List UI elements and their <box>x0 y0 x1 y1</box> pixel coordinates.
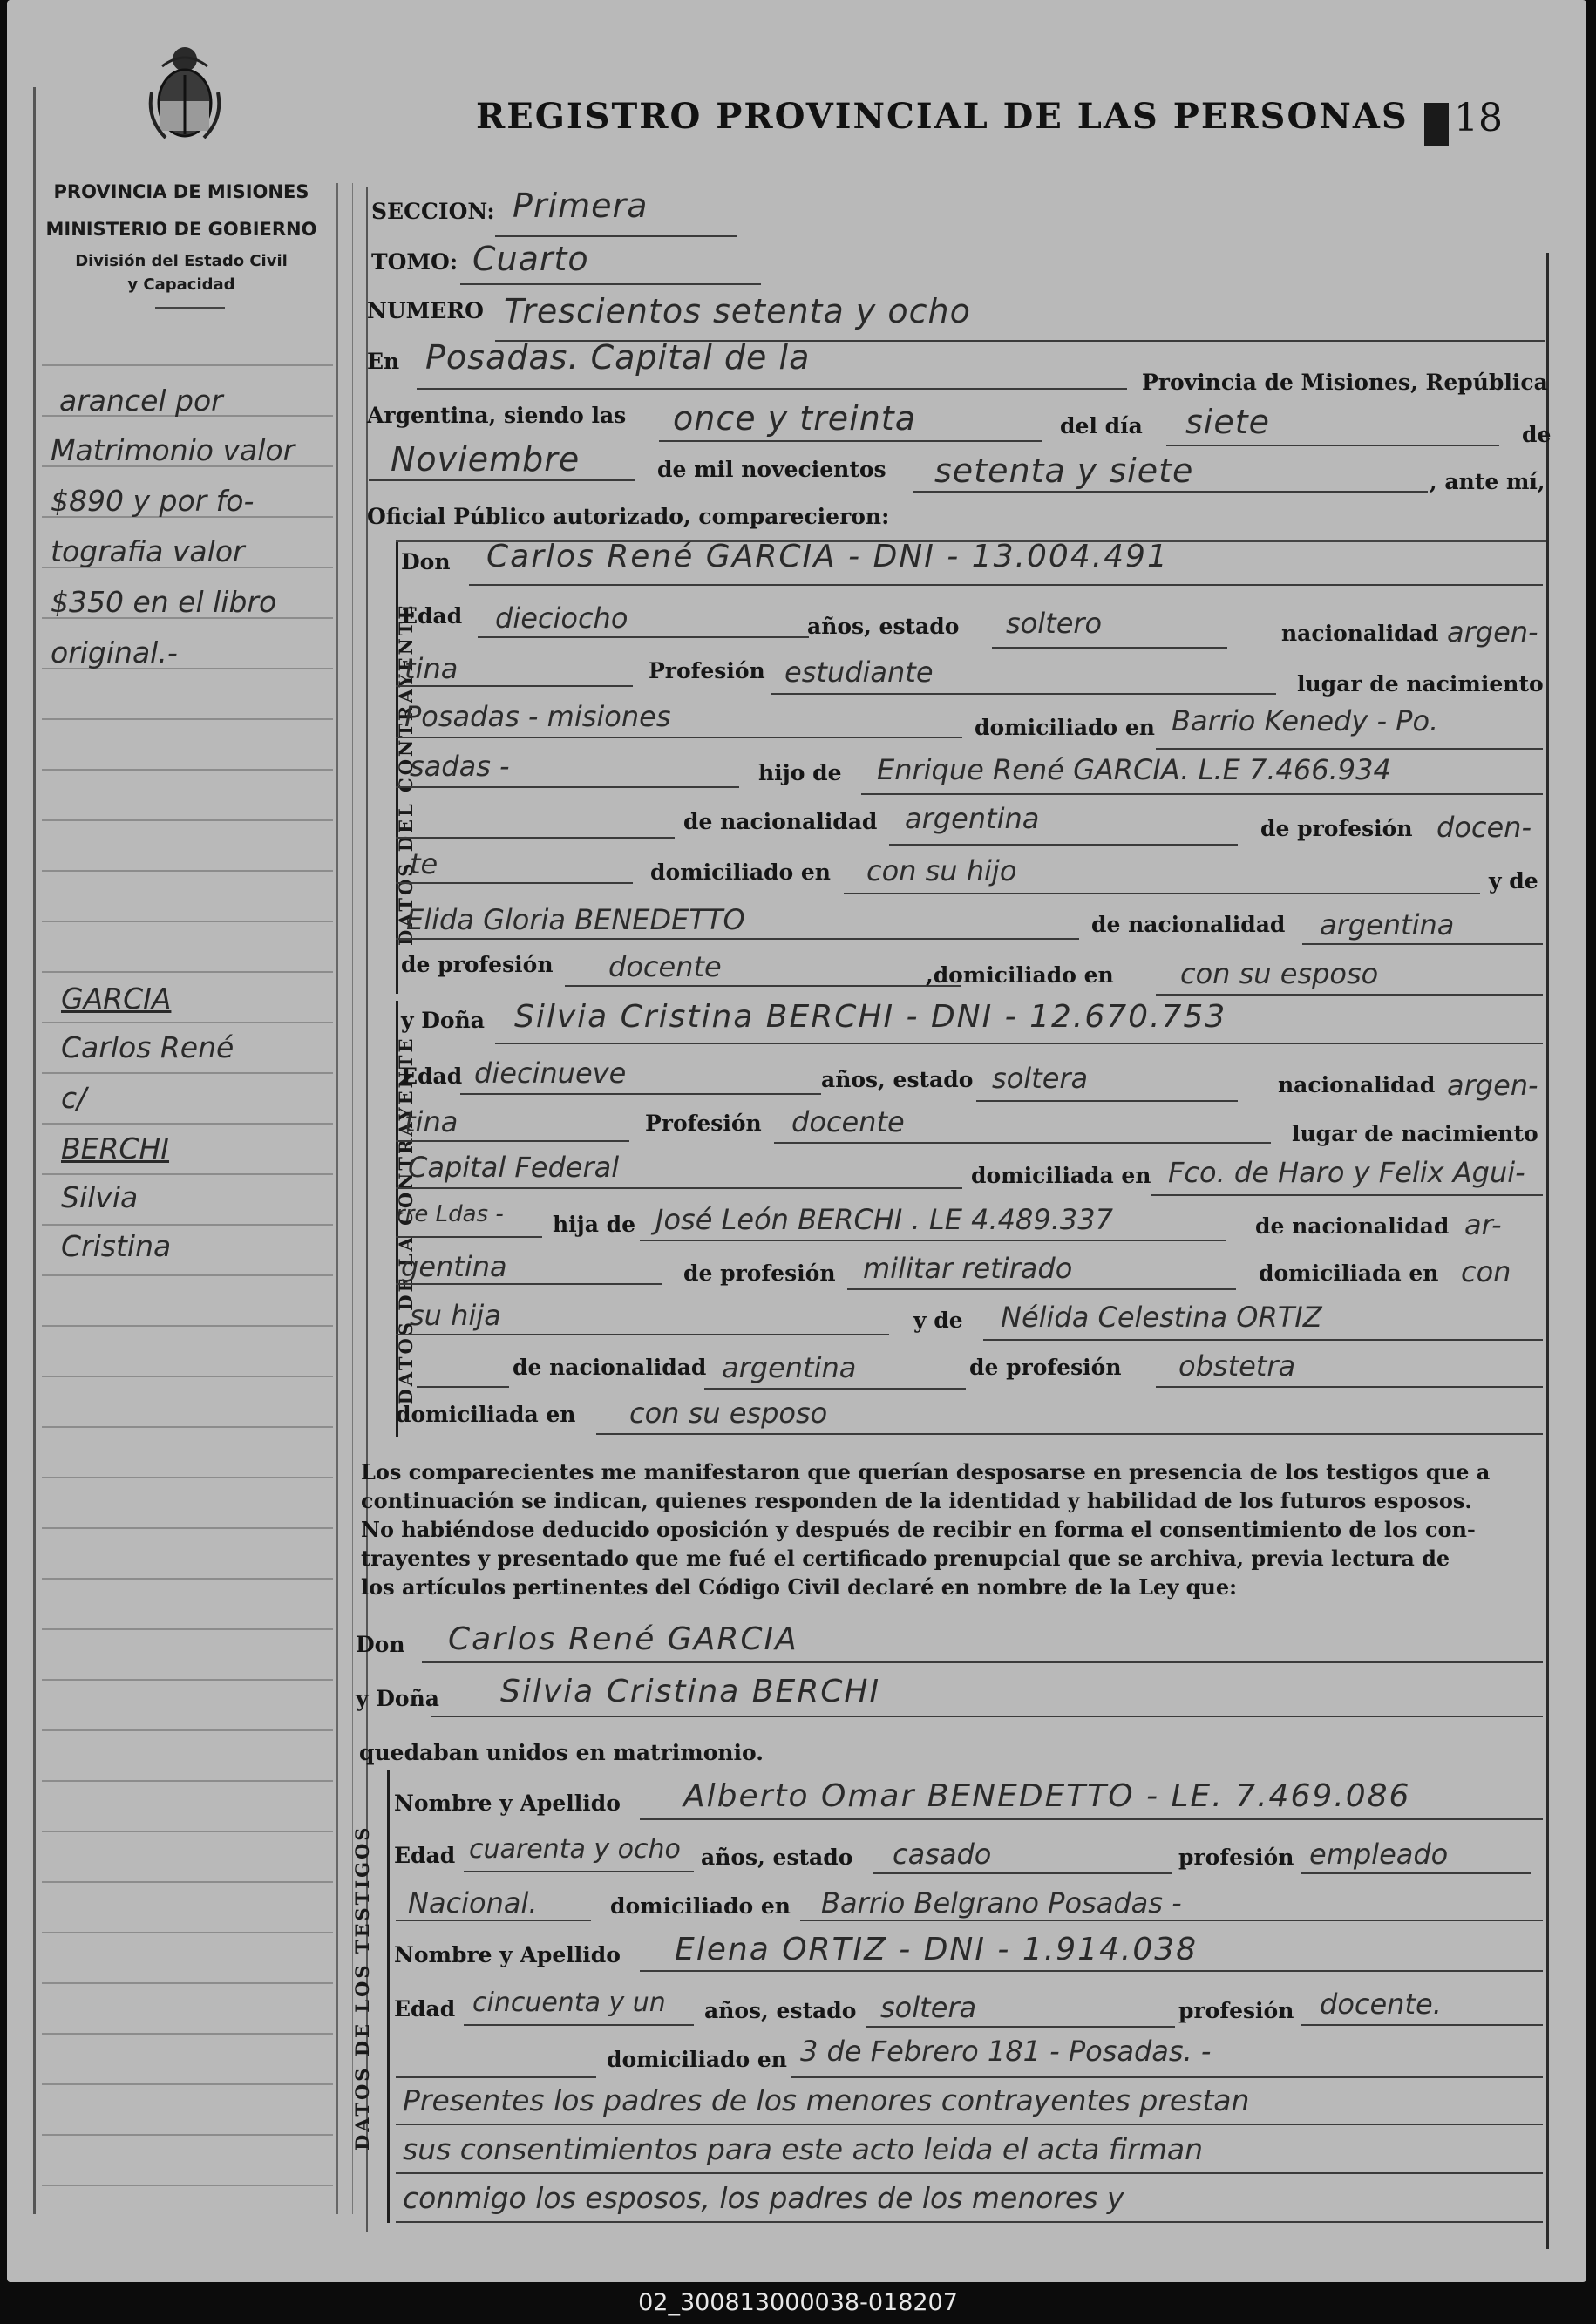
image-id-label: 02_300813000038-018207 <box>638 2289 958 2316</box>
page-title: REGISTRO PROVINCIAL DE LAS PERSONAS <box>476 96 1409 137</box>
margin-rule <box>42 1780 333 1782</box>
contrayente-padre-prof-1: docen- <box>1436 811 1531 844</box>
margin-rule <box>42 1729 333 1731</box>
margin-rule <box>42 1274 333 1276</box>
closing-text-line: sus consentimientos para este acto leida el acta firman <box>403 2132 1204 2166</box>
margin-name-line: BERCHI <box>61 1131 170 1165</box>
seccion-label: SECCION: <box>371 199 495 224</box>
margin-rule <box>42 2083 333 2085</box>
margin-rule <box>42 819 333 821</box>
margin-rule <box>42 1881 333 1883</box>
contrayenta-name: Silvia Cristina BERCHI - DNI - 12.670.753 <box>514 999 1227 1035</box>
declaration-paragraph-line: los artículos pertinentes del Código Civil declaré en nombre de la Ley que: <box>361 1574 1237 1600</box>
edad-label: Edad <box>394 1996 456 2022</box>
contrayente-padre: Enrique René GARCIA. L.E 7.466.934 <box>877 753 1391 786</box>
contrayenta-madre: Nélida Celestina ORTIZ <box>1001 1301 1322 1334</box>
testigo1-domicilio: Barrio Belgrano Posadas - <box>821 1886 1182 1920</box>
margin-rule <box>42 870 333 872</box>
nombre-apellido-label: Nombre y Apellido <box>394 1791 621 1816</box>
contrayente-madre-domicilio: con su esposo <box>1180 957 1379 990</box>
contrayenta-profesion: docente <box>791 1105 905 1138</box>
contrayenta-padre-dom-1: con <box>1461 1255 1511 1288</box>
lugar-nac-label: lugar de nacimiento <box>1292 1121 1538 1146</box>
numero-label: NUMERO <box>367 298 484 323</box>
provincia-label: Provincia de Misiones, República <box>1142 370 1548 395</box>
contrayenta-nac-2: tina <box>404 1105 458 1138</box>
de-nacionalidad-label: de nacionalidad <box>1091 912 1286 937</box>
edad-label: Edad <box>401 603 463 629</box>
dia-value: siete <box>1185 403 1271 441</box>
coat-of-arms-icon <box>145 40 225 145</box>
contrayente-edad: dieciocho <box>495 601 628 635</box>
declared-dona: Silvia Cristina BERCHI <box>500 1674 881 1709</box>
testigo1-profesion: empleado <box>1309 1838 1449 1871</box>
declaration-paragraph-line: No habiéndose deducido oposición y después de recibir en forma el consentimiento de los con- <box>361 1517 1476 1542</box>
margin-name-line: GARCIA <box>61 982 172 1016</box>
domiciliado-label: domiciliado en <box>607 2047 787 2072</box>
margin-name-line: Carlos René <box>61 1030 234 1064</box>
contrayente-name: Carlos René GARCIA - DNI - 13.004.491 <box>486 539 1169 574</box>
margin-rule <box>42 1982 333 1984</box>
margin-rule <box>42 971 333 973</box>
testigo1-nombre: Alberto Omar BENEDETTO - LE. 7.469.086 <box>683 1778 1411 1814</box>
contrayente-madre: Elida Gloria BENEDETTO <box>406 903 745 936</box>
contrayenta-madre-prof: obstetra <box>1178 1349 1296 1383</box>
hija-de-label: hija de <box>553 1212 636 1237</box>
section-label-contrayenta: DATOS DE LA CONTRAYENTE <box>395 1036 417 1405</box>
declaration-paragraph-line: Los comparecientes me manifestaron que querían desposarse en presencia de los testigos que a <box>361 1459 1491 1485</box>
margin-rule <box>42 769 333 771</box>
contrayenta-madre-nac: argentina <box>722 1351 857 1384</box>
contrayente-lugar-nac: Posadas - misiones <box>404 700 671 733</box>
nacionalidad-label: nacionalidad <box>1278 1072 1436 1097</box>
declaration-paragraph-line: continuación se indican, quienes responden de la identidad y habilidad de los futuros esposos. <box>361 1488 1472 1513</box>
contrayenta-padre-dom-2: su hija <box>410 1299 501 1332</box>
margin-rule <box>42 1224 333 1226</box>
margin-name-line: c/ <box>61 1081 87 1115</box>
don-label: Don <box>401 549 451 574</box>
lugar-nac-label: lugar de nacimiento <box>1297 671 1544 697</box>
section-label-testigos: DATOS DE LOS TESTIGOS <box>351 1825 373 2151</box>
domiciliado-label: ,domiciliado en <box>926 962 1114 988</box>
de-nacionalidad-label: de nacionalidad <box>513 1355 707 1380</box>
domiciliada-label: domiciliada en <box>1259 1261 1439 1286</box>
de-mil-label: de mil novecientos <box>657 457 886 482</box>
ministry-label: MINISTERIO DE GOBIERNO <box>45 219 317 240</box>
margin-rule <box>42 1123 333 1125</box>
contrayente-profesion: estudiante <box>784 656 934 689</box>
de-label: de <box>1522 422 1552 447</box>
margin-rule <box>42 1679 333 1681</box>
margin-rule <box>42 1527 333 1529</box>
testigo2-nombre: Elena ORTIZ - DNI - 1.914.038 <box>675 1932 1199 1967</box>
contrayente-estado: soltero <box>1006 607 1103 640</box>
stamp-blot <box>1424 103 1449 146</box>
contrayenta-nac-1: argen- <box>1447 1069 1538 1102</box>
domiciliada-label: domiciliada en <box>971 1163 1151 1188</box>
contrayenta-padre-nac-1: ar- <box>1464 1208 1502 1241</box>
declared-don: Carlos René GARCIA <box>448 1621 798 1657</box>
margin-note-line: arancel por <box>59 384 223 418</box>
don-label: Don <box>356 1632 405 1657</box>
declaration-paragraph-line: trayentes y presentado que me fué el certificado prenupcial que se archiva, previa lectura de <box>361 1546 1450 1571</box>
contrayente-nac-1: argen- <box>1447 615 1538 649</box>
division-label-2: y Capacidad <box>127 275 235 294</box>
margin-rule <box>42 1932 333 1933</box>
anos-estado-label: años, estado <box>704 1998 857 2023</box>
margin-rule <box>42 1628 333 1630</box>
contrayenta-madre-domicilio: con su esposo <box>629 1396 828 1430</box>
margin-rule <box>42 1578 333 1580</box>
profesion-label: profesión <box>1178 1845 1294 1870</box>
del-dia-label: del día <box>1060 413 1143 438</box>
testigo2-edad: cincuenta y un <box>472 1988 666 2018</box>
y-de-label: y de <box>1489 868 1538 894</box>
anos-estado-label: años, estado <box>807 614 960 639</box>
margin-note-line: original.- <box>51 635 178 669</box>
profesion-label: Profesión <box>649 658 765 683</box>
contrayenta-edad: diecinueve <box>474 1057 627 1090</box>
de-profesion-label: de profesión <box>1260 816 1413 841</box>
y-dona-label: y Doña <box>356 1686 439 1711</box>
mes-value: Noviembre <box>391 440 581 479</box>
margin-rule <box>42 364 333 366</box>
tomo-label: TOMO: <box>371 249 458 275</box>
contrayente-nac-2: tina <box>404 652 458 685</box>
y-de-label: y de <box>913 1308 963 1333</box>
margin-note-line: $890 y por fo- <box>51 484 255 518</box>
anos-estado-label: años, estado <box>821 1067 974 1092</box>
numero-value: Trescientos setenta y ocho <box>504 292 971 330</box>
hijo-de-label: hijo de <box>758 760 842 785</box>
edad-label: Edad <box>401 1063 463 1089</box>
de-profesion-label: de profesión <box>683 1261 836 1286</box>
contrayente-madre-prof: docente <box>608 950 722 983</box>
testigo1-edad: cuarenta y ocho <box>469 1834 681 1865</box>
testigo2-domicilio: 3 de Febrero 181 - Posadas. - <box>800 2035 1212 2068</box>
margin-name-line: Silvia <box>61 1180 139 1214</box>
margin-rule <box>42 2134 333 2136</box>
margin-name-line: Cristina <box>61 1229 172 1263</box>
contrayenta-domicilio-1: Fco. de Haro y Felix Agui- <box>1168 1156 1525 1189</box>
contrayente-domicilio-1: Barrio Kenedy - Po. <box>1172 704 1439 737</box>
testigo1-estado: casado <box>893 1838 992 1871</box>
footer-bar <box>0 2282 1596 2324</box>
de-nacionalidad-label: de nacionalidad <box>683 809 878 834</box>
tomo-value: Cuarto <box>472 240 589 278</box>
y-dona-label: y Doña <box>401 1008 485 1033</box>
closing-text-line: Presentes los padres de los menores contrayentes prestan <box>403 2083 1250 2117</box>
margin-rule <box>42 1072 333 1074</box>
domiciliado-label: domiciliado en <box>975 715 1155 740</box>
contrayenta-padre-prof: militar retirado <box>863 1252 1073 1285</box>
margin-rule <box>42 1325 333 1327</box>
margin-note-line: Matrimonio valor <box>51 433 295 467</box>
margin-rule <box>42 1022 333 1023</box>
quedaban-label: quedaban unidos en matrimonio. <box>359 1740 764 1765</box>
de-profesion-label: de profesión <box>401 952 554 977</box>
margin-rule <box>42 718 333 720</box>
domiciliado-label: domiciliado en <box>650 860 831 885</box>
lugar-value: Posadas. Capital de la <box>425 338 811 377</box>
argentina-siendo-label: Argentina, siendo las <box>367 403 627 428</box>
de-profesion-label: de profesión <box>969 1355 1122 1380</box>
margin-rule <box>42 2185 333 2186</box>
contrayente-padre-nac: argentina <box>905 802 1040 835</box>
contrayenta-padre-nac-2: gentina <box>401 1250 507 1283</box>
contrayente-padre-domicilio: con su hijo <box>866 854 1017 887</box>
domiciliado-label: domiciliado en <box>610 1893 791 1919</box>
margin-rule <box>42 1426 333 1428</box>
contrayenta-padre: José León BERCHI . LE 4.489.337 <box>655 1203 1113 1236</box>
margin-rule <box>42 2033 333 2035</box>
domiciliada-label: domiciliada en <box>396 1402 576 1427</box>
de-nacionalidad-label: de nacionalidad <box>1255 1213 1450 1239</box>
contrayenta-domicilio-2: rre Ldas - <box>396 1201 504 1227</box>
nombre-apellido-label: Nombre y Apellido <box>394 1942 621 1967</box>
margin-rule <box>42 1173 333 1175</box>
margin-note-line: tografia valor <box>51 534 245 568</box>
page-number: 18 <box>1454 96 1503 140</box>
section-label-contrayente: DATOS DEL CONTRAYENTE <box>395 602 417 946</box>
seccion-value: Primera <box>513 187 649 225</box>
document-page <box>7 0 1586 2282</box>
ante-mi-label: , ante mí, <box>1430 469 1545 494</box>
margin-rule <box>42 1376 333 1377</box>
closing-text-line: conmigo los esposos, los padres de los menores y <box>403 2181 1124 2215</box>
nacionalidad-label: nacionalidad <box>1281 621 1439 646</box>
profesion-label: Profesión <box>645 1111 762 1136</box>
division-label: División del Estado Civil <box>75 252 288 270</box>
contrayente-padre-prof-2: te <box>410 847 438 880</box>
margin-rule <box>42 1831 333 1832</box>
province-label: PROVINCIA DE MISIONES <box>53 181 309 202</box>
en-label: En <box>367 349 400 374</box>
oficial-label: Oficial Público autorizado, comparecieron: <box>367 504 890 529</box>
contrayente-madre-nac: argentina <box>1320 908 1455 941</box>
anio-value: setenta y siete <box>934 452 1194 490</box>
contrayente-domicilio-2: sadas - <box>410 750 510 783</box>
testigo2-estado: soltera <box>880 1991 977 2024</box>
profesion-label: profesión <box>1178 1998 1294 2023</box>
contrayenta-lugar-nac: Capital Federal <box>408 1151 620 1184</box>
margin-note-line: $350 en el libro <box>51 585 277 619</box>
anos-estado-label: años, estado <box>701 1845 853 1870</box>
edad-label: Edad <box>394 1843 456 1868</box>
testigo1-prof-2: Nacional. <box>408 1886 538 1920</box>
contrayenta-estado: soltera <box>992 1062 1089 1095</box>
margin-rule <box>42 1477 333 1478</box>
testigo2-profesion: docente. <box>1320 1988 1442 2021</box>
margin-rule <box>42 921 333 922</box>
hora-value: once y treinta <box>673 399 916 438</box>
